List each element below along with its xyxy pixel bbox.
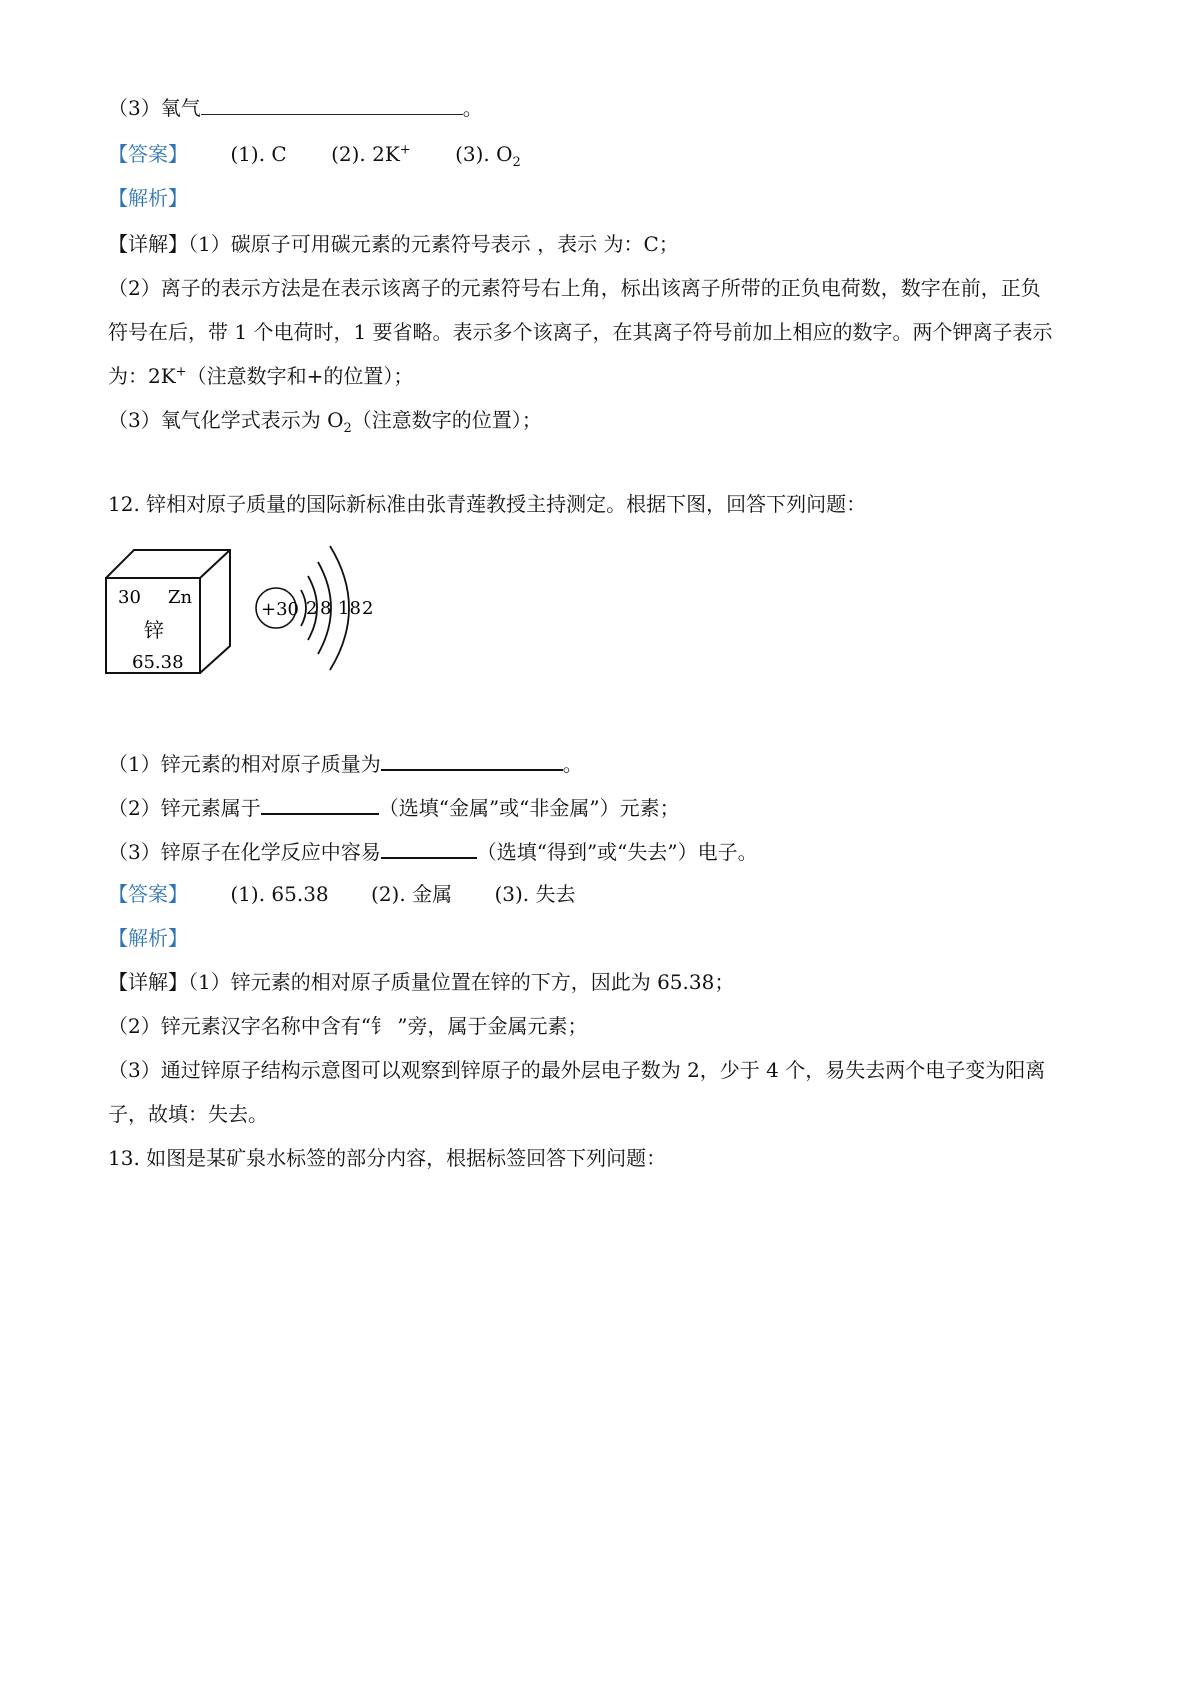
q12-part1-blank <box>381 751 563 771</box>
q12-part3: （3）锌原子在化学反应中容易 （选填“得到”或“失去”）电子。 <box>108 840 758 864</box>
q12-detail-2: （2）锌元素汉字名称中含有“钅 ”旁，属于金属元素； <box>108 1014 588 1038</box>
q12-answer-2: (2). 金属 <box>371 882 453 906</box>
q11-detail-1: 【详解】（1）碳原子可用碳元素的元素符号表示 ，表示 为：C； <box>108 232 679 256</box>
q11-part3-blank <box>201 96 463 115</box>
q11-detail-2a: （2）离子的表示方法是在表示该离子的元素符号右上角，标出该离子所带的正负电荷数，数字在前，正负 <box>108 276 1041 300</box>
answer-tag: 【答案】 <box>108 142 188 166</box>
q11-detail-2c: 为：2K+（注意数字和+的位置）； <box>108 364 414 388</box>
atomic-mass: 65.38 <box>132 652 184 673</box>
q11-answer-line <box>108 140 521 168</box>
shell-electrons-2: 8 <box>320 598 332 619</box>
detail-tag: 【详解】 <box>108 970 188 994</box>
q12-detail-1: 【详解】（1）锌元素的相对原子质量位置在锌的下方，因此为 65.38； <box>108 970 735 994</box>
answer-tag: 【答案】 <box>108 882 188 906</box>
atomic-number: 30 <box>118 587 141 608</box>
q11-analysis-tag: 【解析】 <box>108 186 188 210</box>
element-symbol: Zn <box>168 587 193 608</box>
q12-answer-3: (3). 失去 <box>494 882 576 906</box>
q11-part3: （3）氧气 。 <box>108 96 483 120</box>
q11-detail-3: （3）氧气化学式表示为 $O_2$（注意数字的位置）； <box>108 408 542 436</box>
shell-electrons-1: 2 <box>306 598 318 619</box>
q12-part2-blank <box>261 795 379 815</box>
q12-part3-blank <box>381 839 477 859</box>
q12-detail-3b: 子，故填：失去。 <box>108 1102 268 1126</box>
q12-stem: 12. 锌相对原子质量的国际新标准由张青莲教授主持测定。根据下图，回答下列问题： <box>108 492 867 516</box>
q12-detail-3a: （3）通过锌原子结构示意图可以观察到锌原子的最外层电子数为 2，少于 4 个，易失去两个电子变为阳离 <box>108 1058 1046 1082</box>
element-name: 锌 <box>144 618 164 642</box>
q12-answer-1: (1). 65.38 <box>230 882 329 906</box>
shell-electrons-3: 18 <box>338 598 361 619</box>
q13-stem: 13. 如图是某矿泉水标签的部分内容，根据标签回答下列问题： <box>108 1146 667 1170</box>
detail-tag: 【详解】 <box>108 232 188 256</box>
q11-answer-1: (1). C <box>230 142 287 166</box>
q11-detail-2b: 符号在后，带 1 个电荷时，1 要省略。表示多个该离子，在其离子符号前加上相应的数字。两个钾离子表示 <box>108 320 1053 344</box>
shell-electrons-4: 2 <box>362 598 374 619</box>
q12-part1: （1）锌元素的相对原子质量为 。 <box>108 752 583 776</box>
zinc-figure <box>104 538 404 703</box>
q12-part2: （2）锌元素属于 （选填“金属”或“非金属”）元素； <box>108 796 680 820</box>
q11-answer-2: (2). 2K+ <box>331 142 411 166</box>
nucleus-charge: +30 <box>261 599 299 620</box>
q12-analysis-tag: 【解析】 <box>108 926 188 950</box>
q12-answer-line <box>108 880 575 908</box>
q11-answer-3: (3). $O_2$ <box>455 142 521 170</box>
